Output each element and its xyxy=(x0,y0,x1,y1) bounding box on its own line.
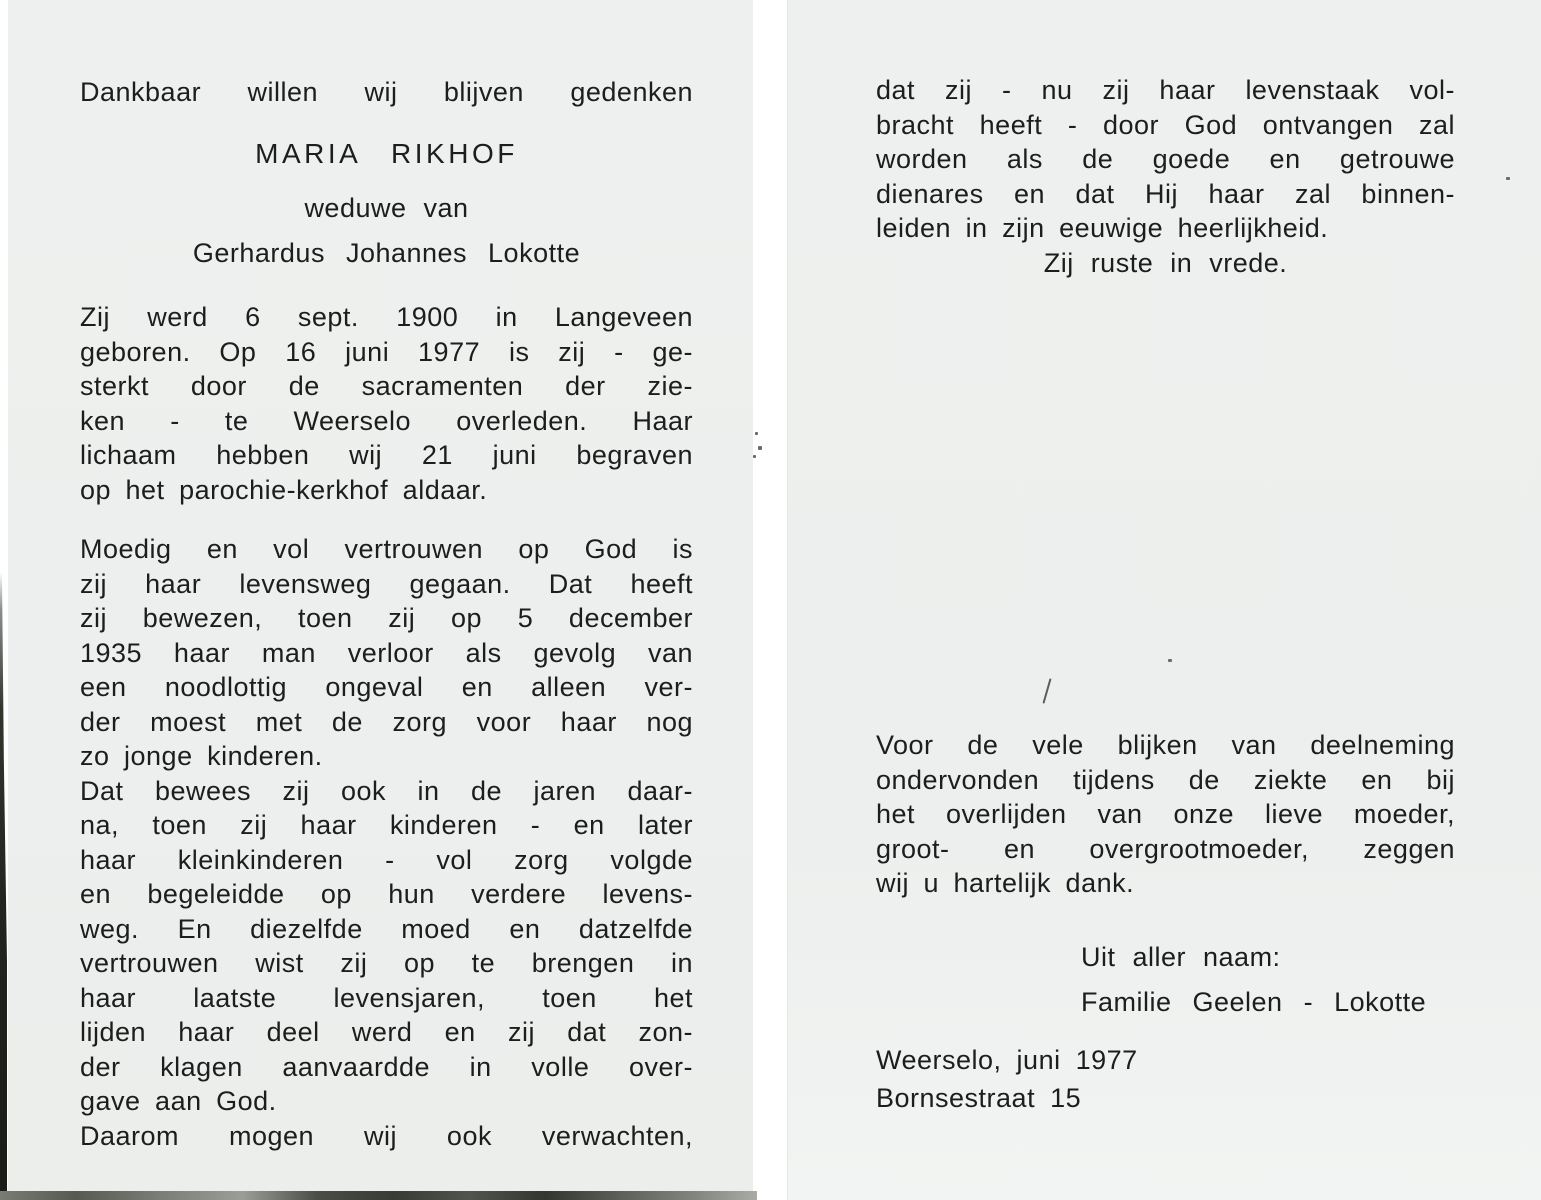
address-line: Bornsestraat 15 xyxy=(876,1082,1082,1113)
text-line: vertrouwen wist zij op te brengen in xyxy=(80,948,693,978)
text-line: 1935 haar man verloor als gevolg van xyxy=(80,637,693,668)
text-line: weg. En diezelfde moed en datzelfde xyxy=(80,913,693,944)
text-line: worden als de goede en getrouwe xyxy=(876,144,1455,174)
memorial-card-left-page xyxy=(8,0,753,1193)
paragraph-thanks xyxy=(876,728,1455,901)
scan-edge-shadow-bottom xyxy=(0,1191,757,1200)
place-date-line: Weerselo, juni 1977 xyxy=(876,1044,1138,1075)
text-line: ondervonden tijdens de ziekte en bij xyxy=(876,764,1455,795)
text-line: ken - te Weerselo overleden. Haar xyxy=(80,405,693,436)
text-line: wij u hartelijk dank. xyxy=(876,868,1135,898)
scan-dust-speck xyxy=(753,455,756,458)
text-line: Voor de vele blijken van deelneming xyxy=(876,730,1455,760)
text-line: geboren. Op 16 juni 1977 is zij - ge- xyxy=(80,336,693,367)
text-line: der moest met de zorg voor haar nog xyxy=(80,706,693,737)
scan-dust-speck xyxy=(1506,177,1510,180)
spouse-name: Gerhardus Johannes Lokotte xyxy=(192,237,581,268)
text-line: Daarom mogen wij ook verwachten, xyxy=(80,1120,693,1151)
closing-from-label: Uit aller naam: xyxy=(1081,941,1281,972)
text-line: op het parochie-kerkhof aldaar. xyxy=(80,474,488,505)
place-date-block xyxy=(876,1041,1455,1117)
deceased-name: MARIA RIKHOF xyxy=(255,137,518,169)
rest-in-peace-line: Zij ruste in vrede. xyxy=(1043,247,1288,278)
text-line: bracht heeft - door God ontvangen zal xyxy=(876,109,1455,140)
paragraph-birth-death xyxy=(80,300,693,507)
paragraph-reception-by-god xyxy=(876,73,1455,246)
paragraph-expectation xyxy=(80,1119,693,1154)
text-line: zo jonge kinderen. xyxy=(80,741,323,771)
text-line: lijden haar deel werd en zij dat zon- xyxy=(80,1017,693,1047)
closing-family-name: Familie Geelen - Lokotte xyxy=(1081,986,1427,1017)
text-line: na, toen zij haar kinderen - en later xyxy=(80,810,693,840)
text-line: sterkt door de sacramenten der zie- xyxy=(80,371,693,401)
text-line: haar kleinkinderen - vol zorg volgde xyxy=(80,844,693,875)
paragraph-children xyxy=(80,774,693,1119)
text-line: gave aan God. xyxy=(80,1086,277,1116)
text-line: zij bewezen, toen zij op 5 december xyxy=(80,603,693,633)
scan-dust-speck xyxy=(755,432,758,435)
text-line: leiden in zijn eeuwige heerlijkheid. xyxy=(876,213,1329,243)
text-line: lichaam hebben wij 21 juni begraven xyxy=(80,440,693,470)
scan-dust-speck xyxy=(1168,659,1172,662)
text-line: een noodlottig ongeval en alleen ver- xyxy=(80,672,693,702)
paragraph-courage xyxy=(80,532,693,774)
text-line: Moedig en vol vertrouwen op God is xyxy=(80,534,693,564)
text-line: dienares en dat Hij haar zal binnen- xyxy=(876,178,1455,209)
text-line: zij haar levensweg gegaan. Dat heeft xyxy=(80,568,693,599)
scan-edge-shadow-left xyxy=(0,572,7,1200)
text-line: het overlijden van onze lieve moeder, xyxy=(876,799,1455,829)
text-line: dat zij - nu zij haar levenstaak vol- xyxy=(876,75,1455,105)
text-line: Dat bewees zij ook in de jaren daar- xyxy=(80,775,693,806)
scan-dust-speck xyxy=(758,446,762,450)
text-line: en begeleidde op hun verdere levens- xyxy=(80,879,693,909)
text-line: Zij werd 6 sept. 1900 in Langeveen xyxy=(80,302,693,332)
relation-line: weduwe van xyxy=(304,193,469,223)
closing-block xyxy=(1081,935,1455,1025)
memorial-card-right-page xyxy=(787,0,1541,1200)
memorial-intro-line: Dankbaar willen wij blijven gedenken xyxy=(80,77,693,107)
text-line: groot- en overgrootmoeder, zeggen xyxy=(876,833,1455,864)
text-line: haar laatste levensjaren, toen het xyxy=(80,982,693,1013)
text-line: der klagen aanvaardde in volle over- xyxy=(80,1051,693,1082)
